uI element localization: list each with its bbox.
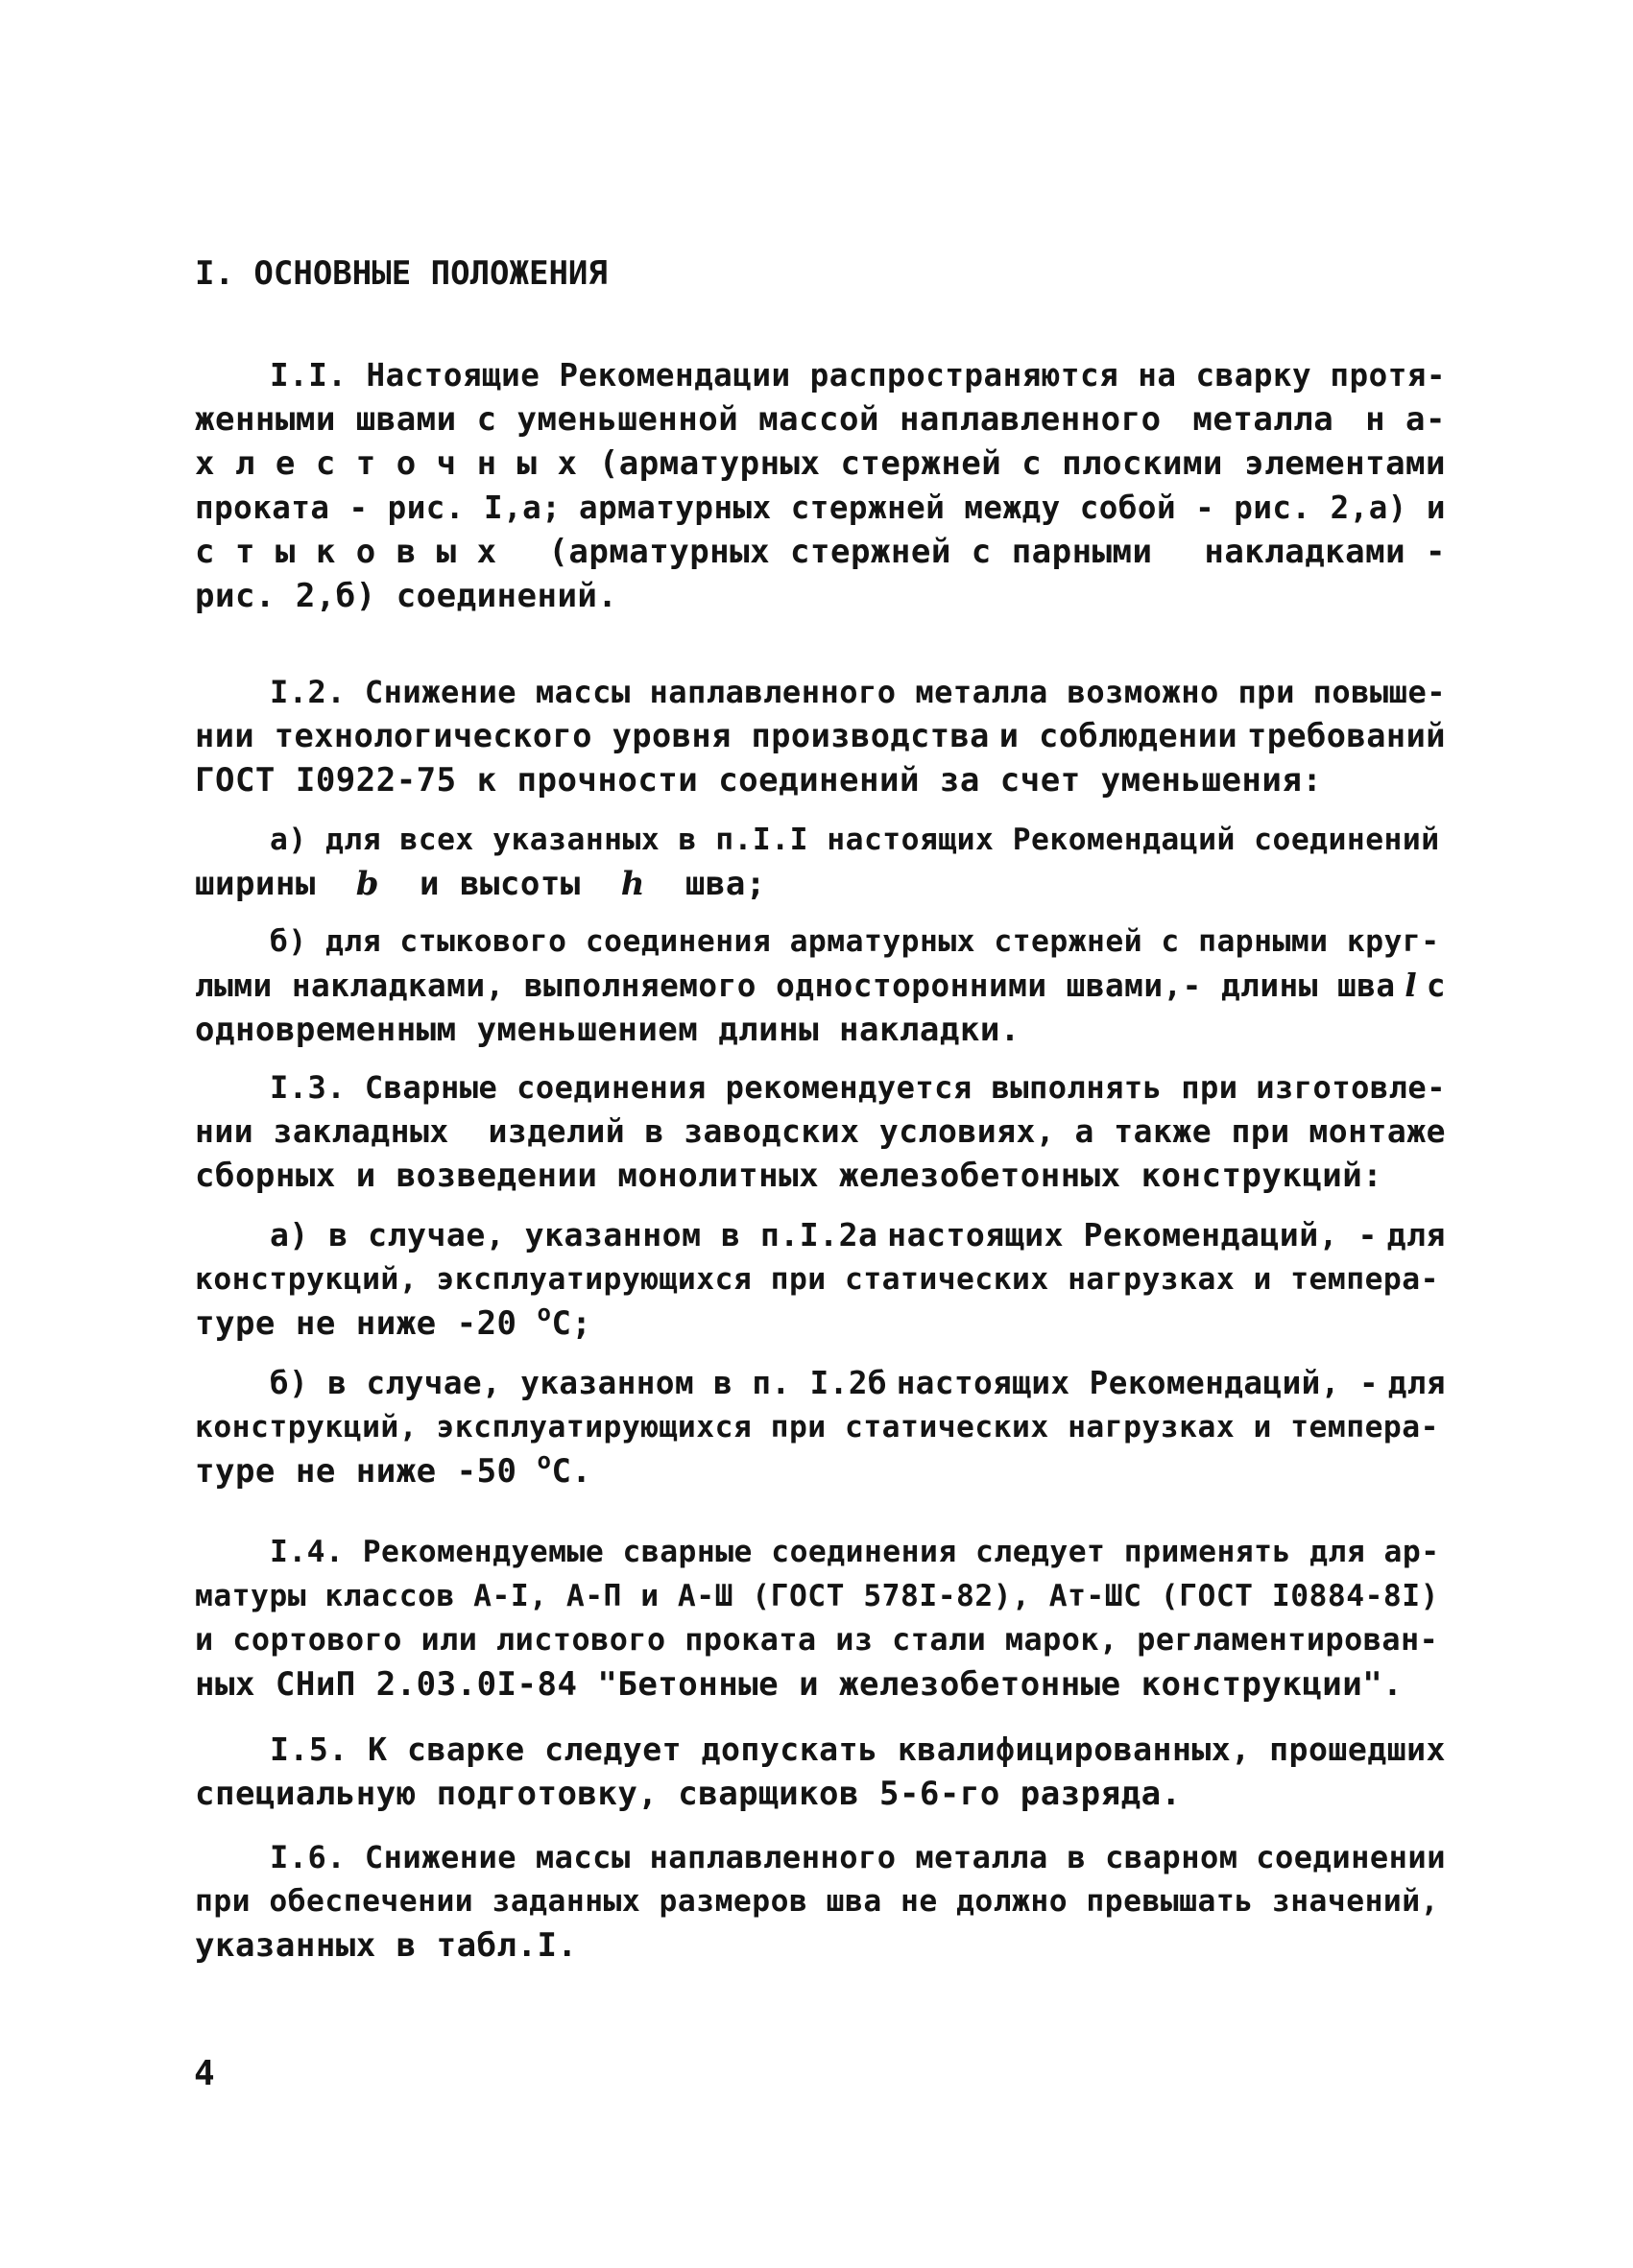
length-symbol: l <box>1405 967 1418 1004</box>
paragraph-1-6-line-3: указанных в табл.I. <box>195 1926 578 1965</box>
paragraph-1-6-line-2: при обеспечении заданных размеров шва не должно превышать значений, <box>195 1884 1439 1919</box>
paragraph-1-1-line-1: I.I. Настоящие Рекомендации распространяются на сварку протя- <box>270 357 1446 394</box>
paragraph-1-3a-line-3: туре не ниже -20 $^о$С; <box>195 1300 592 1343</box>
paragraph-1-4-line-1: I.4. Рекомендуемые сварные соединения следует применять для ар- <box>270 1535 1440 1569</box>
paragraph-1-3-line-2: нии закладных изделий в заводских условиях, а также при монтаже <box>195 1112 1446 1150</box>
paragraph-1-2b-line-2: лыми накладками, выполняемого односторонними швами,- длины шва l с <box>195 964 1446 1008</box>
paragraph-1-2b-line-3: одновременным уменьшением длины накладки. <box>195 1011 1021 1049</box>
paragraph-1-5-line-2: специальную подготовку, сварщиков 5-6-го разряда. <box>195 1775 1182 1813</box>
paragraph-1-4-line-3: и сортового или листового проката из стали марок, регламентирован- <box>195 1623 1439 1658</box>
paragraph-1-4-line-2: матуры классов А-I, А-П и А-Ш (ГОСТ 578I-82), Ат-ШС (ГОСТ I0884-8I) <box>195 1579 1439 1613</box>
paragraph-1-1-line-3: х л е с т о ч н ы х (арматурных стержней с плоскими элементами <box>195 444 1446 483</box>
degree-sign: о <box>537 1447 552 1474</box>
paragraph-1-1-line-6: рис. 2,б) соединений. <box>195 577 618 615</box>
paragraph-1-2-line-1: I.2. Снижение массы наплавленного металла возможно при повыше- <box>270 674 1446 710</box>
degree-sign: о <box>537 1300 552 1326</box>
paragraph-1-3a-line-2: конструкций, эксплуатирующихся при статических нагрузках и темпера- <box>195 1262 1439 1297</box>
paragraph-1-3-line-3: сборных и возведении монолитных железобетонных конструкций: <box>195 1157 1383 1195</box>
paragraph-1-3b-line-2: конструкций, эксплуатирующихся при статических нагрузках и темпера- <box>195 1410 1439 1444</box>
paragraph-1-5-line-1: I.5. К сварке следует допускать квалифицированных, прошедших <box>270 1731 1446 1768</box>
paragraph-1-3b-line-1: б) в случае, указанном в п. I.2б настоящих Рекомендаций, - для <box>270 1365 1446 1401</box>
paragraph-1-3b-line-3: туре не ниже -50 $^о$С. <box>195 1447 592 1491</box>
paragraph-1-4-line-4: ных СНиП 2.03.0I-84 "Бетонные и железобетонные конструкции". <box>195 1665 1404 1704</box>
paragraph-1-1-line-2: женными швами с уменьшенной массой наплавленного металла н а- <box>195 400 1446 439</box>
paragraph-1-2a-line-2: ширины b и высоты h шва; <box>195 865 766 903</box>
paragraph-1-2-line-3: ГОСТ I0922-75 к прочности соединений за счет уменьшения: <box>195 761 1323 800</box>
width-symbol: b <box>355 865 380 903</box>
paragraph-1-3-line-1: I.3. Сварные соединения рекомендуется выполнять при изготовле- <box>270 1069 1446 1106</box>
page-number: 4 <box>194 2054 215 2093</box>
paragraph-1-2a-line-1: а) для всех указанных в п.I.I настоящих Рекомендаций соединений <box>270 823 1440 857</box>
paragraph-1-1-line-4: проката - рис. I,а; арматурных стержней между собой - рис. 2,а) и <box>195 489 1446 526</box>
paragraph-1-2-line-2: нии технологического уровня производства и соблюдении требований <box>195 717 1446 754</box>
height-symbol: h <box>620 865 645 903</box>
paragraph-1-1-line-5: с т ы к о в ы х (арматурных стержней с парными накладками - <box>195 533 1446 571</box>
section-heading: I. ОСНОВНЫЕ ПОЛОЖЕНИЯ <box>195 254 608 293</box>
paragraph-1-3a-line-1: а) в случае, указанном в п.I.2а настоящих Рекомендаций, - для <box>270 1216 1446 1253</box>
paragraph-1-2b-line-1: б) для стыкового соединения арматурных стержней с парными круг- <box>270 924 1440 959</box>
paragraph-1-6-line-1: I.6. Снижение массы наплавленного металла в сварном соединении <box>270 1839 1446 1875</box>
